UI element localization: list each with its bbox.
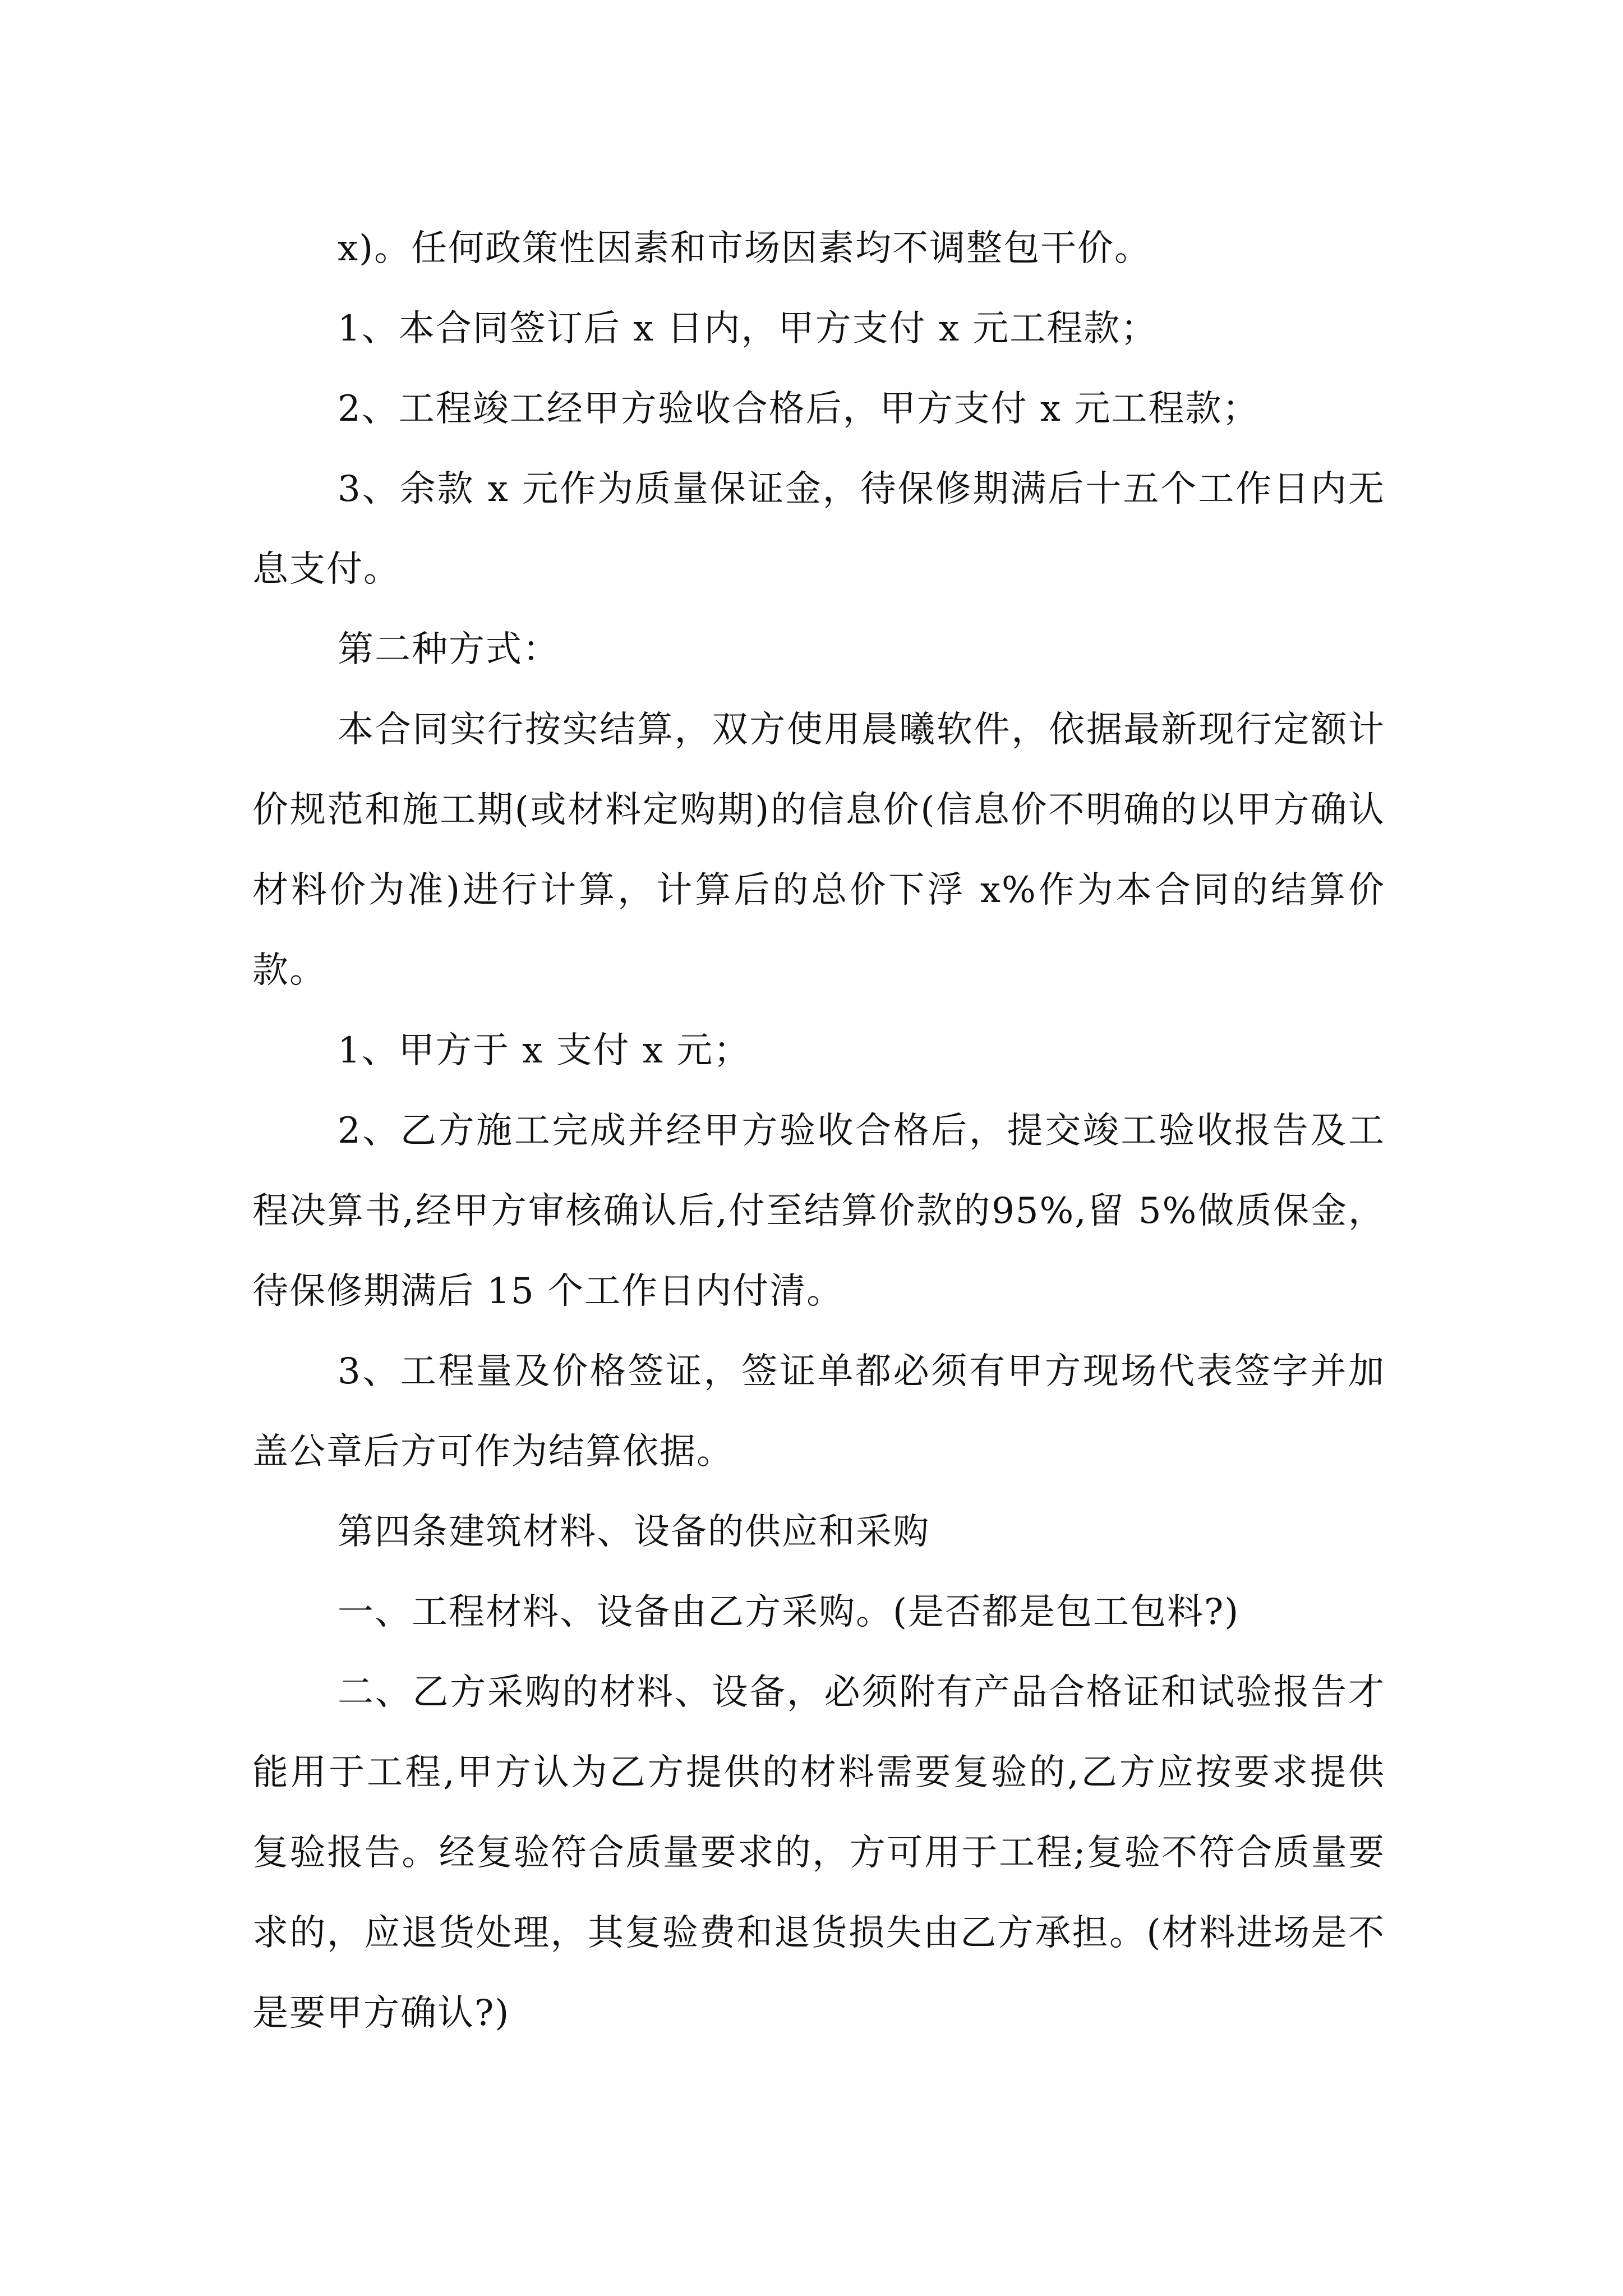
paragraph-payment-3: 3、余款 x 元作为质量保证金，待保修期满后十五个工作日内无息支付。 [252, 468, 1385, 590]
paragraph-materials-1: 一、工程材料、设备由乙方采购。(是否都是包工包料?) [338, 1591, 1240, 1633]
paragraph-settlement-3: 3、工程量及价格签证，签证单都必须有甲方现场代表签字并加盖公章后方可作为结算依据。 [252, 1351, 1385, 1473]
paragraph-method-two-heading: 第二种方式： [338, 629, 560, 670]
document-body [252, 209, 1385, 2054]
paragraph-fixed-price-note: x)。任何政策性因素和市场因素均不调整包干价。 [338, 228, 1152, 269]
paragraph-payment-1: 1、本合同签订后 x 日内，甲方支付 x 元工程款； [338, 308, 1158, 349]
paragraph-materials-2: 二、乙方采购的材料、设备，必须附有产品合格证和试验报告才能用于工程,甲方认为乙方提供的材料需要复验的,乙方应按要求提供复验报告。经复验符合质量要求的，方可用于工程;复验不符合质量要求的，应退货处理，其复验费和退货损失由乙方承担。(材料进场是不是要甲方确认?) [252, 1672, 1385, 2034]
paragraph-settlement-terms: 本合同实行按实结算，双方使用晨曦软件，依据最新现行定额计价规范和施工期(或材料定购期)的信息价(信息价不明确的以甲方确认材料价为准)进行计算，计算后的总价下浮 x%作为本合同的结算价款。 [252, 709, 1385, 991]
paragraph-payment-2: 2、工程竣工经甲方验收合格后，甲方支付 x 元工程款； [338, 388, 1260, 430]
paragraph-article-four-heading: 第四条建筑材料、设备的供应和采购 [338, 1511, 930, 1553]
paragraph-settlement-2: 2、乙方施工完成并经甲方验收合格后，提交竣工验收报告及工程决算书,经甲方审核确认后,付至结算价款的95%,留 5%做质保金，待保修期满后 15 个工作日内付清。 [252, 1110, 1385, 1312]
paragraph-settlement-1: 1、甲方于 x 支付 x 元； [338, 1030, 751, 1071]
